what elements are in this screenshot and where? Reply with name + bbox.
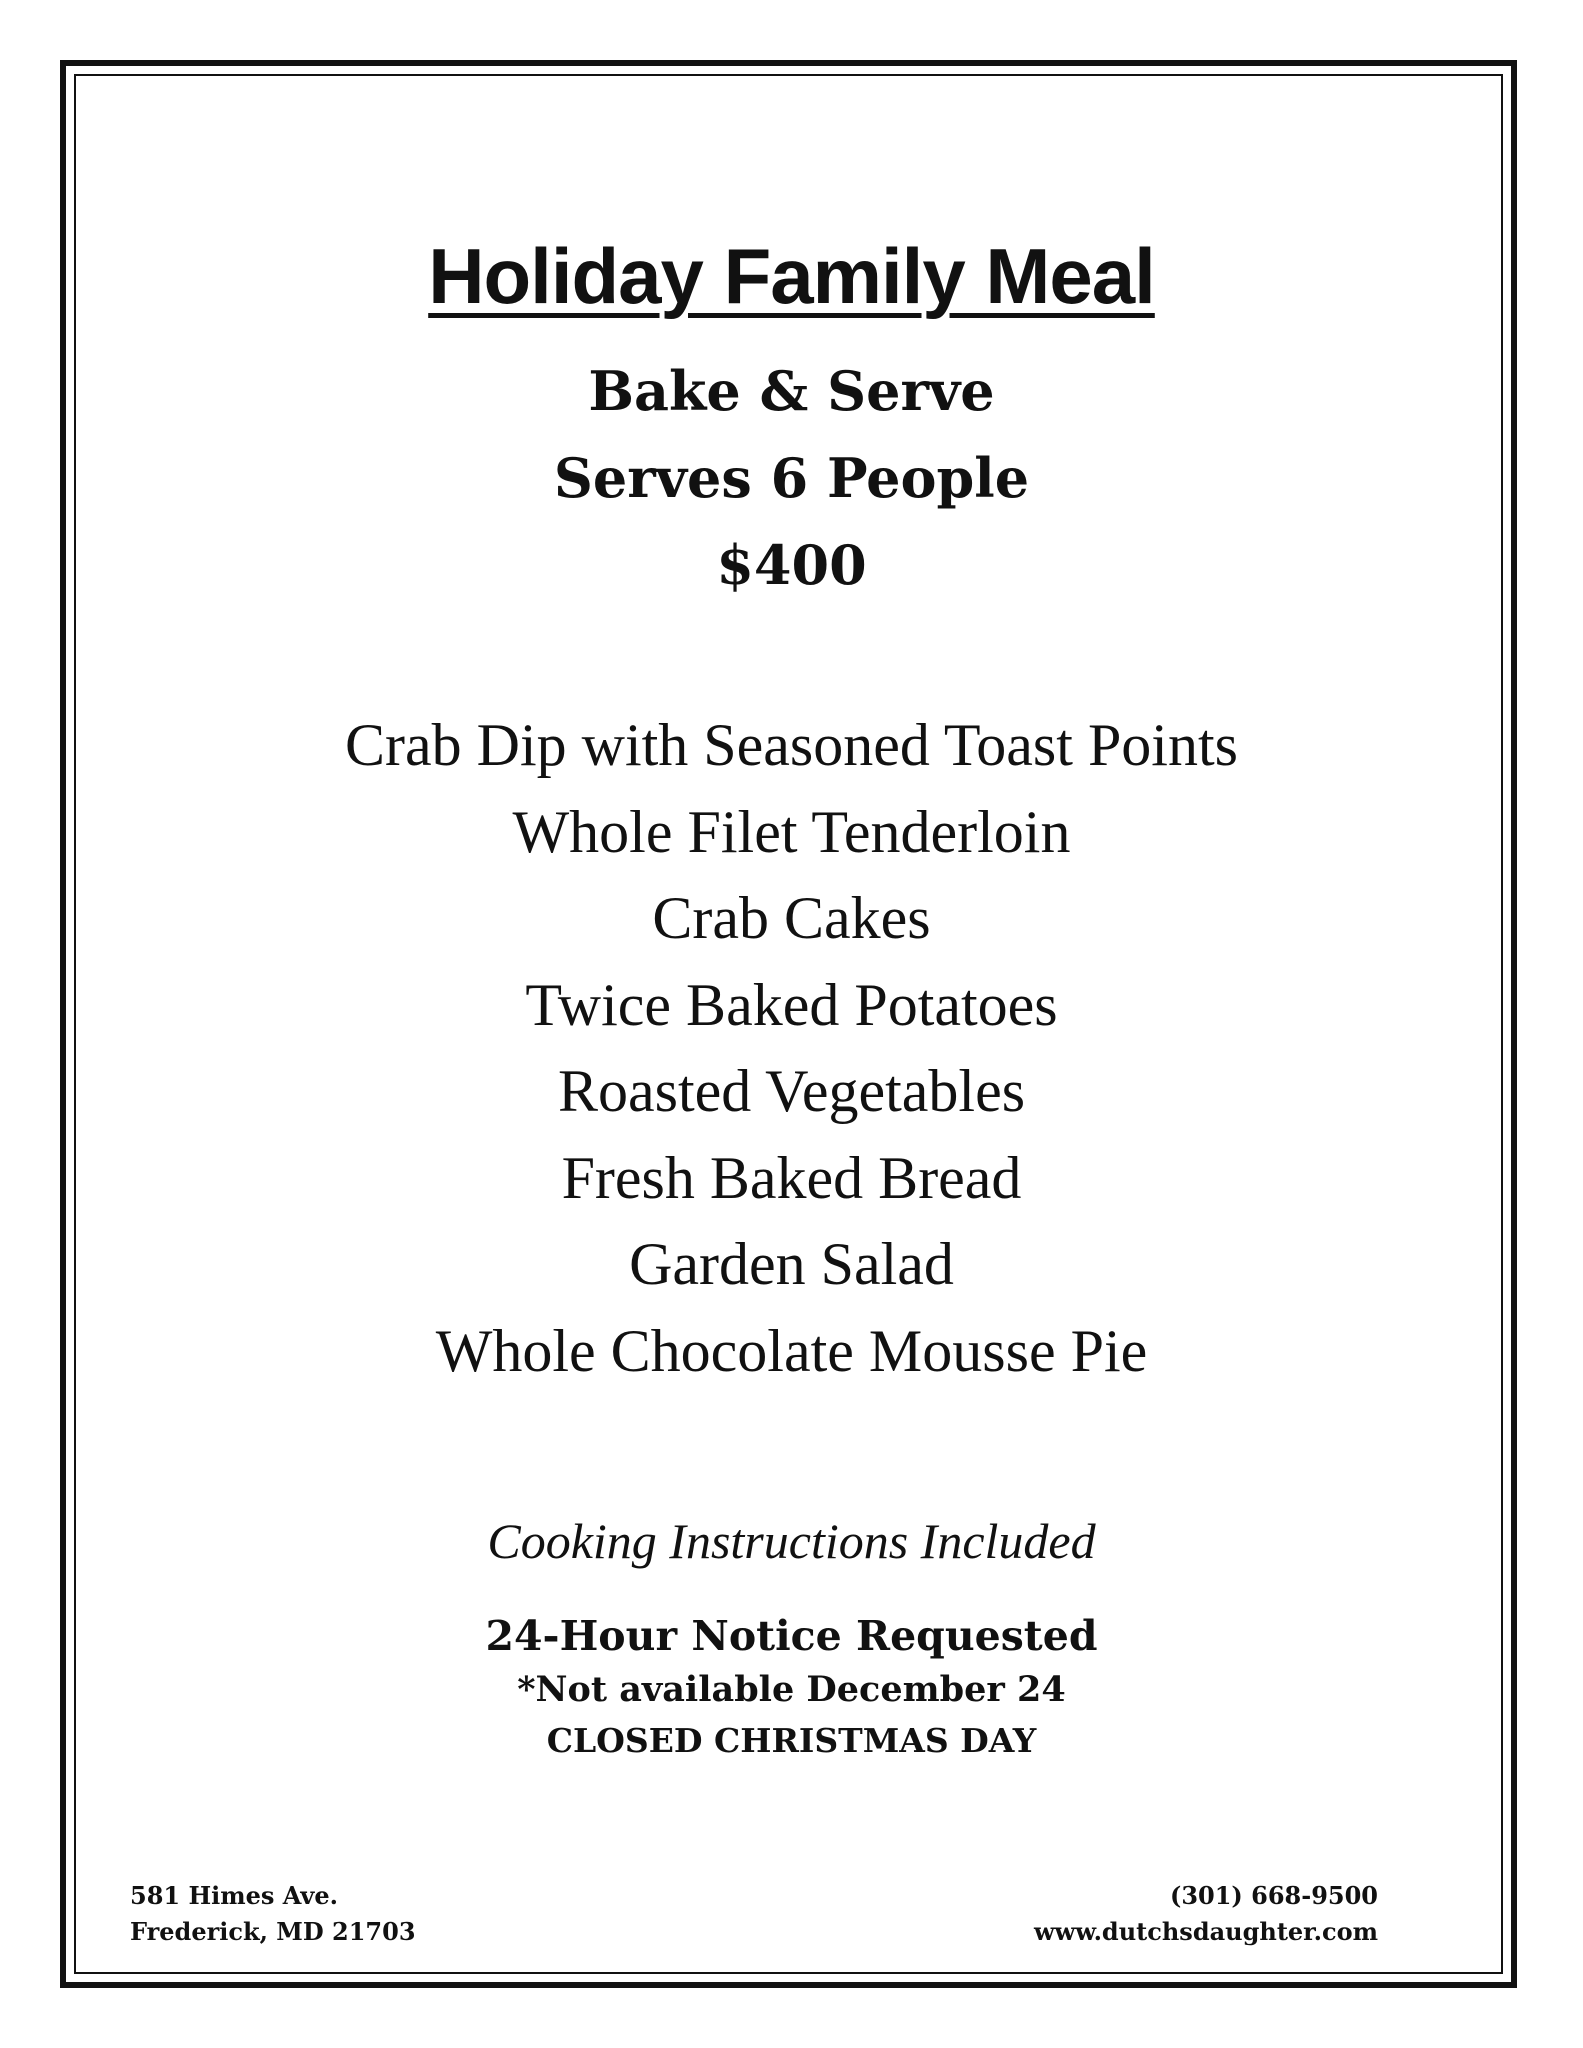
- menu-item: Roasted Vegetables: [557, 1058, 1026, 1124]
- cooking-instructions-note: Cooking Instructions Included: [487, 1513, 1096, 1569]
- menu-item: Whole Filet Tenderloin: [512, 798, 1071, 865]
- subtitle-serves: Serves 6 People: [553, 446, 1030, 510]
- page-title-text: Holiday Family Meal: [428, 232, 1155, 320]
- footer-address: [130, 1878, 416, 1950]
- website-link[interactable]: www.dutchsdaughter.com: [1034, 1917, 1378, 1946]
- address-line-2: Frederick, MD 21703: [130, 1917, 416, 1946]
- menu-item: Crab Cakes: [652, 885, 931, 951]
- page-title: [0, 228, 1583, 324]
- notice-closed-christmas: CLOSED CHRISTMAS DAY: [546, 1721, 1037, 1760]
- menu-item: Crab Dip with Seasoned Toast Points: [345, 712, 1238, 778]
- footer-contact: [1034, 1878, 1378, 1950]
- menu-item: Fresh Baked Bread: [561, 1144, 1022, 1211]
- address-line-1: 581 Himes Ave.: [130, 1881, 338, 1910]
- price: $400: [716, 533, 867, 597]
- notice-24-hour: 24-Hour Notice Requested: [485, 1612, 1098, 1660]
- menu-item: Twice Baked Potatoes: [525, 971, 1058, 1038]
- menu-item: Garden Salad: [629, 1231, 954, 1297]
- menu-item: Whole Chocolate Mousse Pie: [435, 1317, 1148, 1384]
- phone-number: (301) 668-9500: [1169, 1881, 1378, 1910]
- menu-list: [0, 702, 1583, 1394]
- subtitle-bake-serve: Bake & Serve: [588, 359, 995, 423]
- notice-not-available: *Not available December 24: [517, 1669, 1066, 1710]
